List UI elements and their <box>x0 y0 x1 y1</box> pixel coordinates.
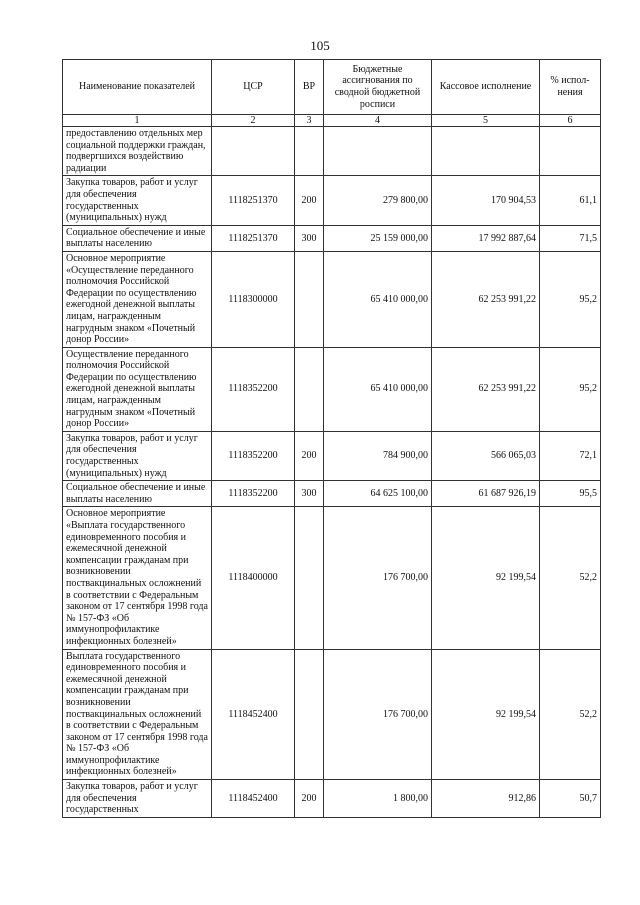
row-vr <box>295 507 324 649</box>
header-vr: ВР <box>295 60 324 115</box>
row-vr: 200 <box>295 176 324 225</box>
row-name: Закупка товаров, работ и услуг для обеспечения государственных (муниципальных) нужд <box>63 176 212 225</box>
row-vr <box>295 251 324 347</box>
row-budget: 279 800,00 <box>324 176 432 225</box>
row-percent: 95,2 <box>540 251 601 347</box>
row-vr: 300 <box>295 481 324 507</box>
column-number: 5 <box>432 115 540 127</box>
row-csr: 1118452400 <box>212 649 295 780</box>
row-budget: 65 410 000,00 <box>324 251 432 347</box>
row-cash: 62 253 991,22 <box>432 347 540 431</box>
row-vr <box>295 127 324 176</box>
table-header-row <box>63 60 601 115</box>
column-number-row <box>63 115 601 127</box>
row-cash <box>432 127 540 176</box>
row-name: Основное мероприятие «Осуществление переданного полномочия Российской Федерации по осуществлению ежегодной денежной выплаты лицам, награжденным нагрудным знаком «Почетный донор России» <box>63 251 212 347</box>
row-budget: 64 625 100,00 <box>324 481 432 507</box>
table-row <box>63 347 601 431</box>
row-name: Социальное обеспечение и иные выплаты населению <box>63 481 212 507</box>
row-vr <box>295 649 324 780</box>
row-csr: 1118300000 <box>212 251 295 347</box>
row-cash: 566 065,03 <box>432 431 540 480</box>
row-name: Осуществление переданного полномочия Российской Федерации по осуществлению ежегодной денежной выплаты лицам, награжденным нагрудным знаком «Почетный донор России» <box>63 347 212 431</box>
row-percent: 72,1 <box>540 431 601 480</box>
row-cash: 170 904,53 <box>432 176 540 225</box>
row-name: Закупка товаров, работ и услуг для обеспечения государственных (муниципальных) нужд <box>63 431 212 480</box>
header-percent: % испол-нения <box>540 60 601 115</box>
row-csr: 1118352200 <box>212 431 295 480</box>
header-csr: ЦСР <box>212 60 295 115</box>
table-body <box>63 127 601 818</box>
table-row <box>63 127 601 176</box>
table-row <box>63 649 601 780</box>
column-number: 4 <box>324 115 432 127</box>
table-row <box>63 225 601 251</box>
table-row <box>63 780 601 818</box>
page-number: 105 <box>310 38 330 53</box>
row-percent: 71,5 <box>540 225 601 251</box>
column-number: 1 <box>63 115 212 127</box>
row-percent: 50,7 <box>540 780 601 818</box>
header-cash: Кассовое исполнение <box>432 60 540 115</box>
row-percent: 61,1 <box>540 176 601 225</box>
row-cash: 92 199,54 <box>432 649 540 780</box>
row-cash: 61 687 926,19 <box>432 481 540 507</box>
row-cash: 912,86 <box>432 780 540 818</box>
row-name: Основное мероприятие «Выплата государственного единовременного пособия и ежемесячной денежной компенсации гражданам при возникновении поствакцинальных осложнений в соответствии с Федеральным законом от 17 сентября 1998 года № 157-ФЗ «Об иммунопрофилактике инфекционных болезней» <box>63 507 212 649</box>
row-cash: 17 992 887,64 <box>432 225 540 251</box>
row-budget: 25 159 000,00 <box>324 225 432 251</box>
row-percent: 52,2 <box>540 649 601 780</box>
row-vr: 200 <box>295 780 324 818</box>
row-percent: 52,2 <box>540 507 601 649</box>
row-name: Закупка товаров, работ и услуг для обеспечения государственных <box>63 780 212 818</box>
row-cash: 92 199,54 <box>432 507 540 649</box>
row-percent: 95,5 <box>540 481 601 507</box>
row-percent <box>540 127 601 176</box>
row-vr <box>295 347 324 431</box>
row-cash: 62 253 991,22 <box>432 251 540 347</box>
column-number: 3 <box>295 115 324 127</box>
row-budget: 1 800,00 <box>324 780 432 818</box>
table-row <box>63 507 601 649</box>
row-vr: 200 <box>295 431 324 480</box>
row-csr <box>212 127 295 176</box>
column-number: 6 <box>540 115 601 127</box>
row-budget: 784 900,00 <box>324 431 432 480</box>
table-row <box>63 481 601 507</box>
row-budget: 176 700,00 <box>324 507 432 649</box>
row-name: Социальное обеспечение и иные выплаты населению <box>63 225 212 251</box>
column-number: 2 <box>212 115 295 127</box>
header-budget: Бюджетные ассигнования по сводной бюджетной росписи <box>324 60 432 115</box>
row-budget: 65 410 000,00 <box>324 347 432 431</box>
row-csr: 1118400000 <box>212 507 295 649</box>
row-vr: 300 <box>295 225 324 251</box>
table-row <box>63 176 601 225</box>
row-csr: 1118251370 <box>212 176 295 225</box>
row-csr: 1118352200 <box>212 481 295 507</box>
row-csr: 1118452400 <box>212 780 295 818</box>
row-percent: 95,2 <box>540 347 601 431</box>
row-name: Выплата государственного единовременного пособия и ежемесячной денежной компенсации гражданам при возникновении поствакцинальных осложнений в соответствии с Федеральным законом от 17 сентября 1998 года № 157-ФЗ «Об иммунопрофилактике инфекционных болезней» <box>63 649 212 780</box>
row-name: предоставлению отдельных мер социальной поддержки граждан, подвергшихся воздействию радиации <box>63 127 212 176</box>
row-csr: 1118352200 <box>212 347 295 431</box>
row-budget <box>324 127 432 176</box>
table-row <box>63 431 601 480</box>
table-row <box>63 251 601 347</box>
budget-execution-table <box>62 59 601 818</box>
row-budget: 176 700,00 <box>324 649 432 780</box>
header-name: Наименование показателей <box>63 60 212 115</box>
row-csr: 1118251370 <box>212 225 295 251</box>
